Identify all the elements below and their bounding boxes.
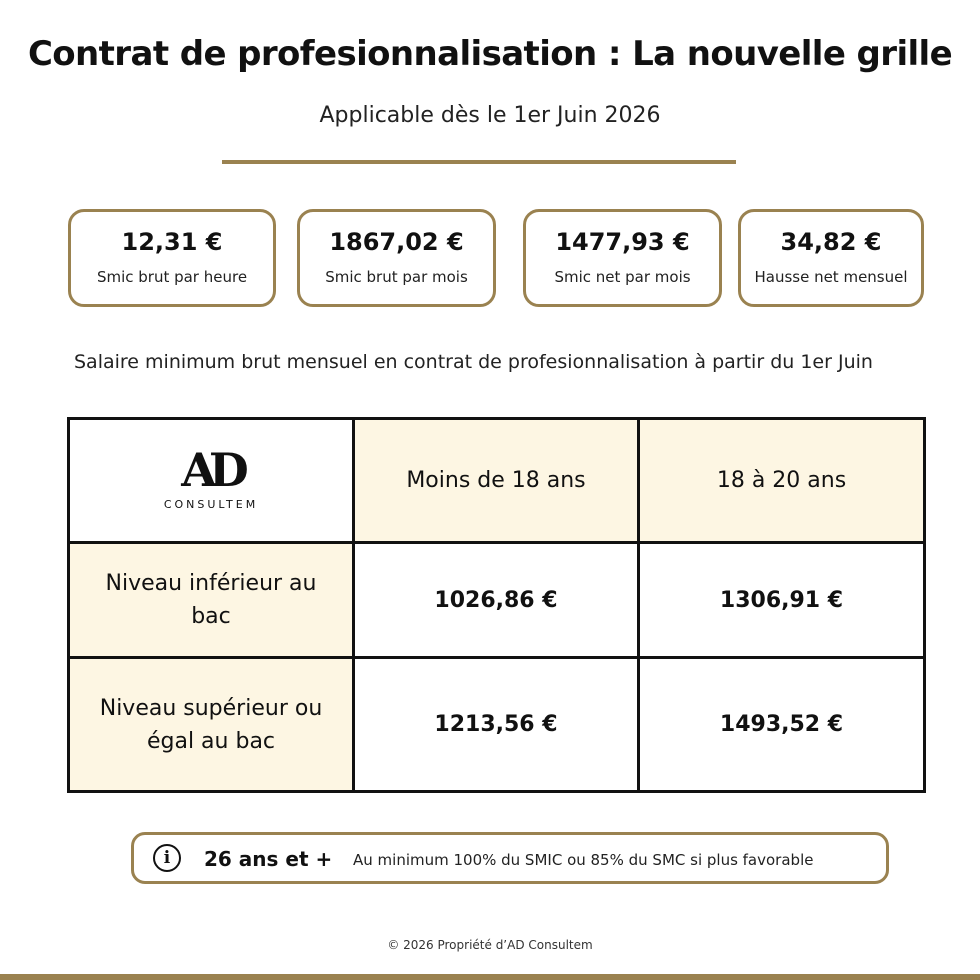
info-text: Au minimum 100% du SMIC ou 85% du SMC si plus favorable xyxy=(353,851,814,869)
table-cell: 1026,86 € xyxy=(354,543,639,658)
stat-value: 1477,93 € xyxy=(555,228,690,256)
table-cell: 1493,52 € xyxy=(639,658,925,792)
company-logo-text: CONSULTEM xyxy=(163,498,259,512)
column-header-under-18: Moins de 18 ans xyxy=(354,419,639,543)
stat-label: Hausse net mensuel xyxy=(754,268,908,286)
row-header: Niveau inférieur au bac xyxy=(69,543,354,658)
table-row xyxy=(69,543,925,658)
row-header: Niveau supérieur ou égal au bac xyxy=(69,658,354,792)
stat-label: Smic brut par heure xyxy=(96,268,248,286)
stat-card-smic-net-mois xyxy=(523,209,722,307)
logo-cell xyxy=(69,419,354,543)
stat-card-smic-brut-mois xyxy=(297,209,496,307)
page-subtitle: Applicable dès le 1er Juin 2026 xyxy=(319,103,661,128)
stat-label: Smic brut par mois xyxy=(325,268,468,286)
column-header-18-20: 18 à 20 ans xyxy=(639,419,925,543)
stat-label: Smic net par mois xyxy=(554,268,691,286)
info-banner xyxy=(131,832,889,884)
stat-value: 1867,02 € xyxy=(329,228,464,256)
stat-card-smic-brut-heure xyxy=(68,209,276,307)
info-icon: i xyxy=(153,844,181,872)
stat-value: 12,31 € xyxy=(121,228,223,256)
table-cell: 1213,56 € xyxy=(354,658,639,792)
stat-value: 34,82 € xyxy=(780,228,882,256)
stat-card-hausse-net xyxy=(738,209,924,307)
info-title: 26 ans et + xyxy=(204,847,333,871)
page-title: Contrat de profesionnalisation : La nouvelle grille xyxy=(27,34,953,74)
table-cell: 1306,91 € xyxy=(639,543,925,658)
footer-copyright: © 2026 Propriété d’AD Consultem xyxy=(387,938,593,952)
table-header-row xyxy=(69,419,925,543)
title-divider xyxy=(222,160,736,164)
section-caption: Salaire minimum brut mensuel en contrat de profesionnalisation à partir du 1er Juin xyxy=(74,351,873,373)
company-logo: AD xyxy=(181,443,241,498)
table-row xyxy=(69,658,925,792)
bottom-accent-bar xyxy=(0,974,980,980)
salary-table xyxy=(67,417,926,793)
